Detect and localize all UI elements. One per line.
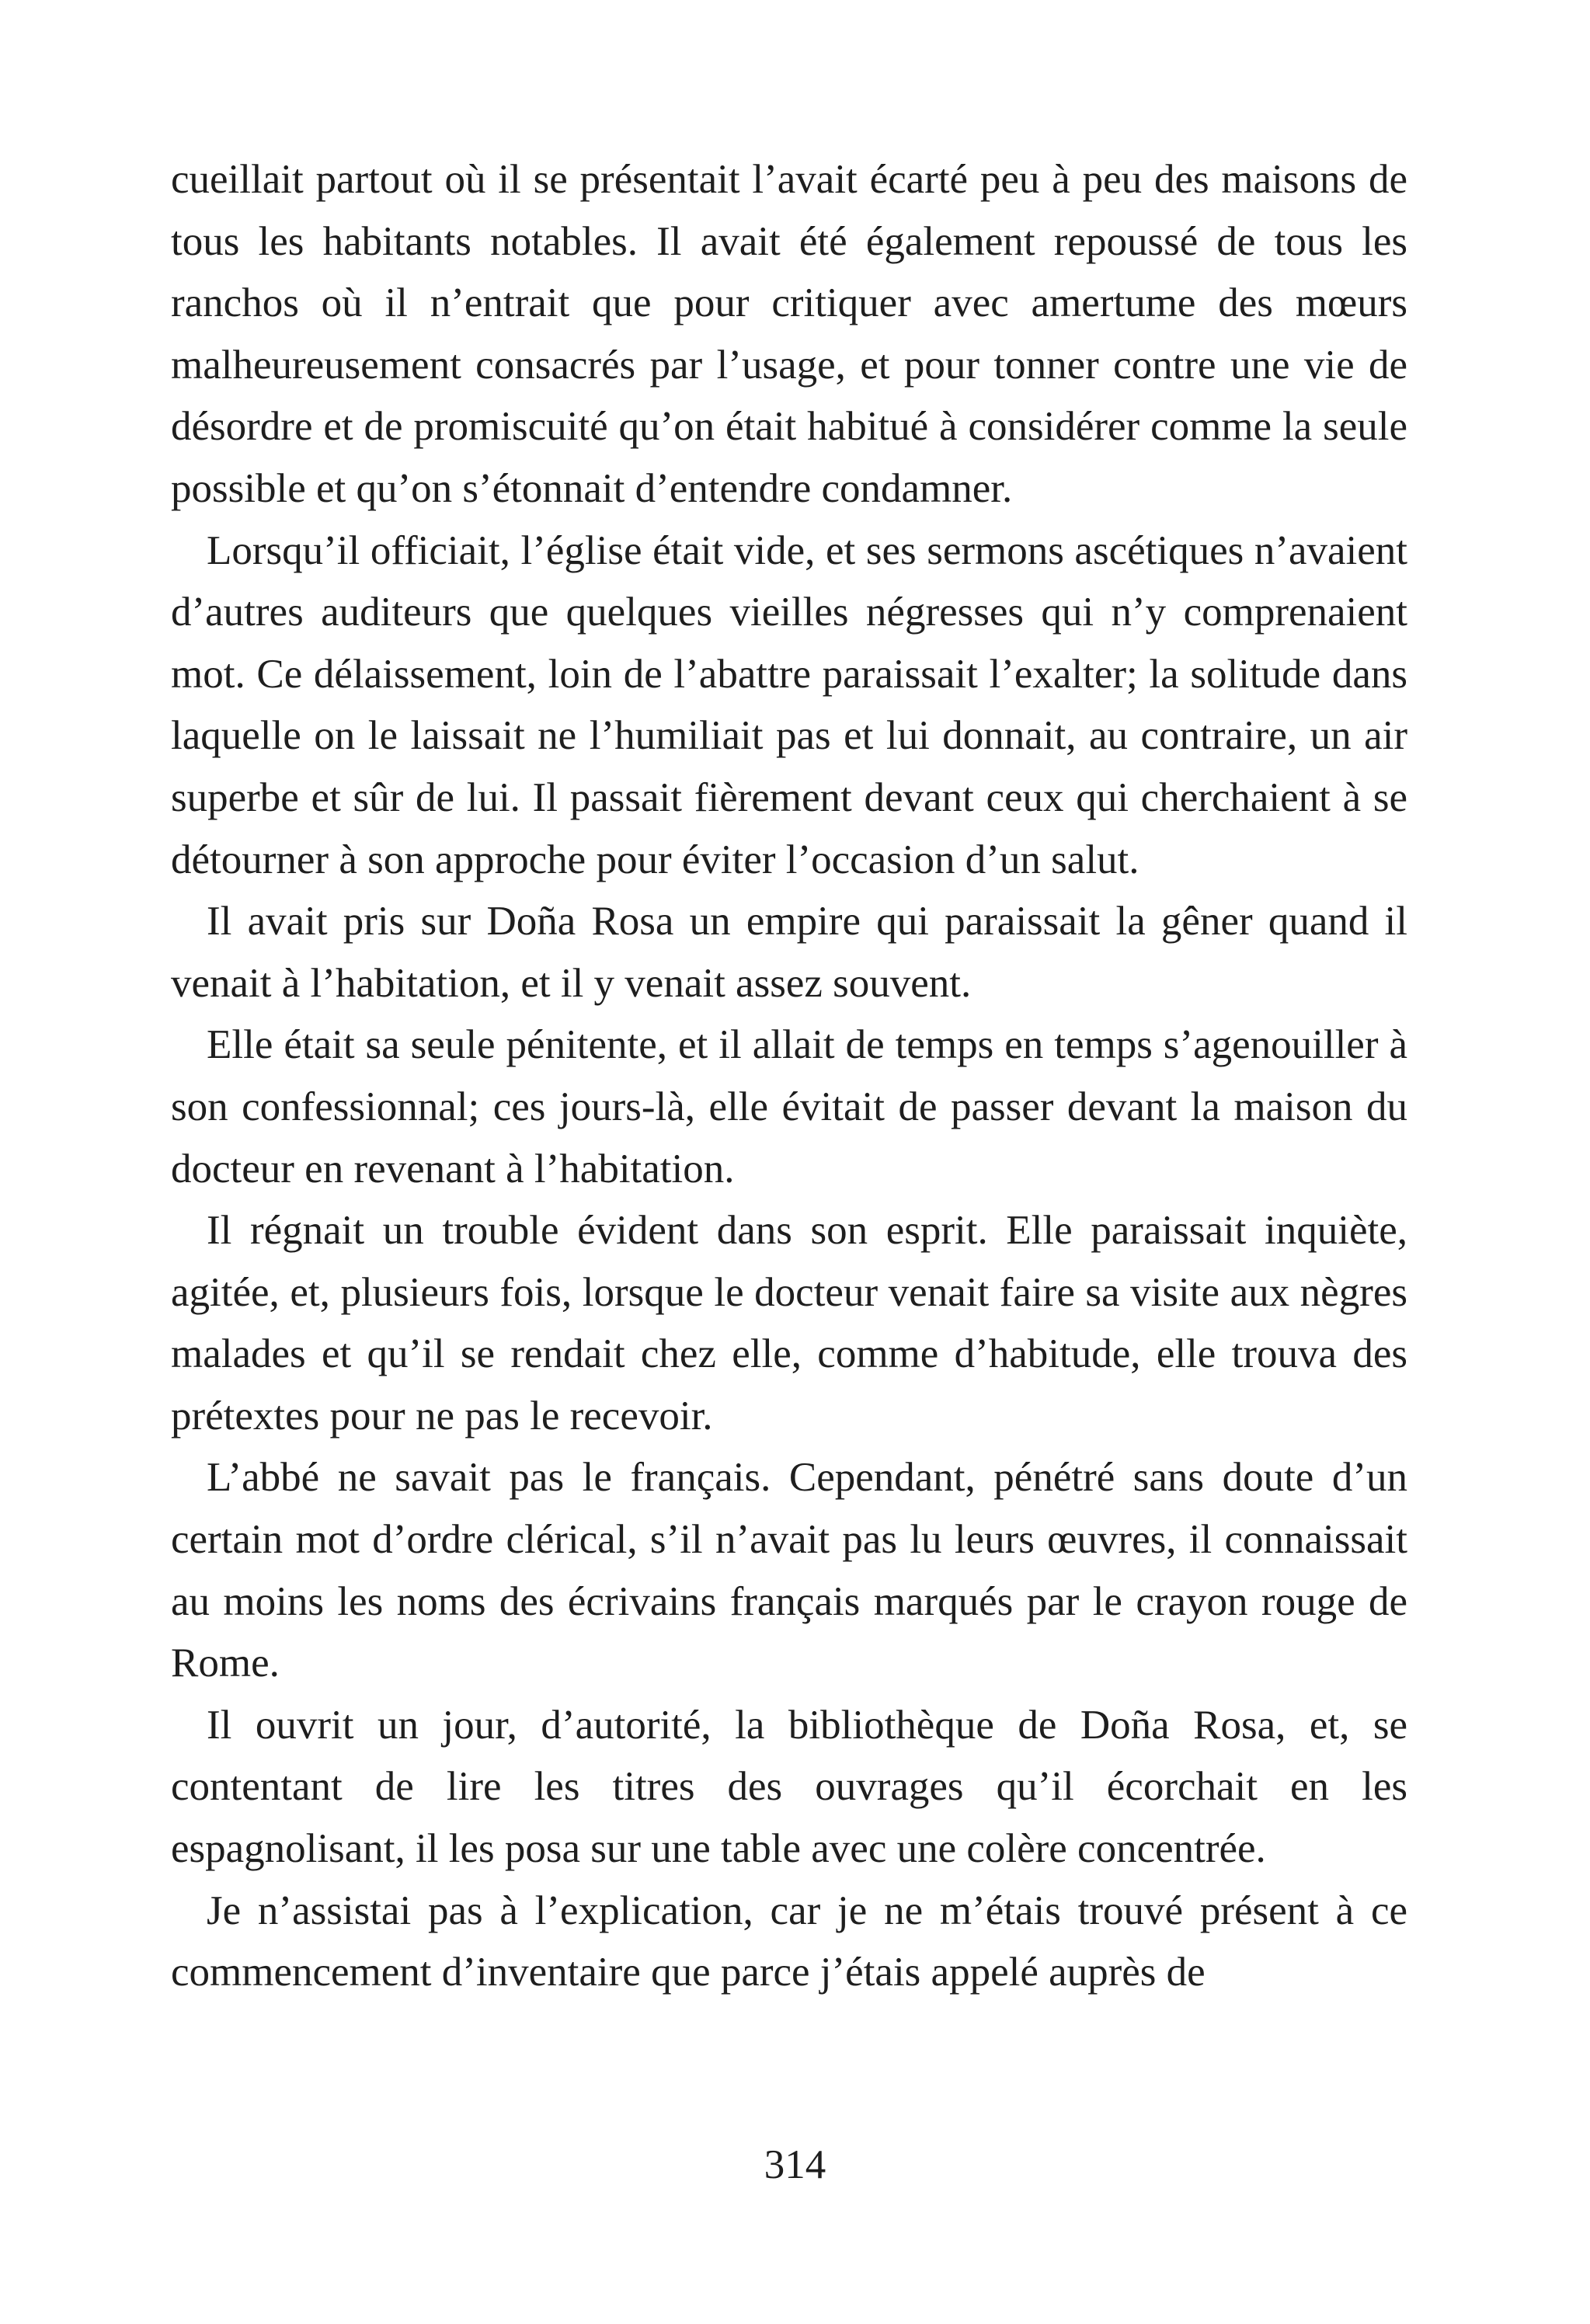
page-number: 314 <box>764 2142 826 2187</box>
paragraph: cueillait partout où il se présentait l’avait écarté peu à peu des maisons de tous les habitants notables. Il avait été également repoussé de tous les ranchos où il n’entrait que pour critiquer avec amertume des mœurs malheureusement consacrés par l’usage, et pour tonner contre une vie de désordre et de promiscuité qu’on était habitué à considérer comme la seule possible et qu’on s’étonnait d’entendre condamner. <box>171 157 1407 511</box>
paragraph: Lorsqu’il officiait, l’église était vide, et ses sermons ascétiques n’avaient d’autres auditeurs que quelques vieilles négresses qui n’y comprenaient mot. Ce délaissement, loin de l’abattre paraissait l’exalter; la solitude dans laquelle on le laissait ne l’humiliait pas et lui donnait, au contraire, un air superbe et sûr de lui. Il passait fièrement devant ceux qui cherchaient à se détourner à son approche pour éviter l’occasion d’un salut. <box>171 527 1407 882</box>
paragraph: Je n’assistai pas à l’explication, car je ne m’étais trouvé présent à ce commencement d’inventaire que parce j’étais appelé auprès de <box>171 1887 1407 1995</box>
paragraph: Elle était sa seule pénitente, et il allait de temps en temps s’agenouiller à son confessionnal; ces jours-là, elle évitait de passer devant la maison du docteur en revenant à l’habitation. <box>171 1022 1407 1192</box>
paragraph: L’abbé ne savait pas le français. Cependant, pénétré sans doute d’un certain mot d’ordre clérical, s’il n’avait pas lu leurs œuvres, il connaissait au moins les noms des écrivains français marqués par le crayon rouge de Rome. <box>171 1455 1407 1686</box>
paragraph: Il régnait un trouble évident dans son esprit. Elle paraissait inquiète, agitée, et, plusieurs fois, lorsque le docteur venait faire sa visite aux nègres malades et qu’il se rendait chez elle, comme d’habitude, elle trouva des prétextes pour ne pas le recevoir. <box>171 1208 1407 1439</box>
body-text <box>171 149 1407 2004</box>
paragraph: Il ouvrit un jour, d’autorité, la bibliothèque de Doña Rosa, et, se contentant de lire les titres des ouvrages qu’il écorchait en les espagnolisant, il les posa sur une table avec une colère concentrée. <box>171 1702 1407 1872</box>
paragraph: Il avait pris sur Doña Rosa un empire qui paraissait la gêner quand il venait à l’habitation, et il y venait assez souvent. <box>171 899 1407 1006</box>
